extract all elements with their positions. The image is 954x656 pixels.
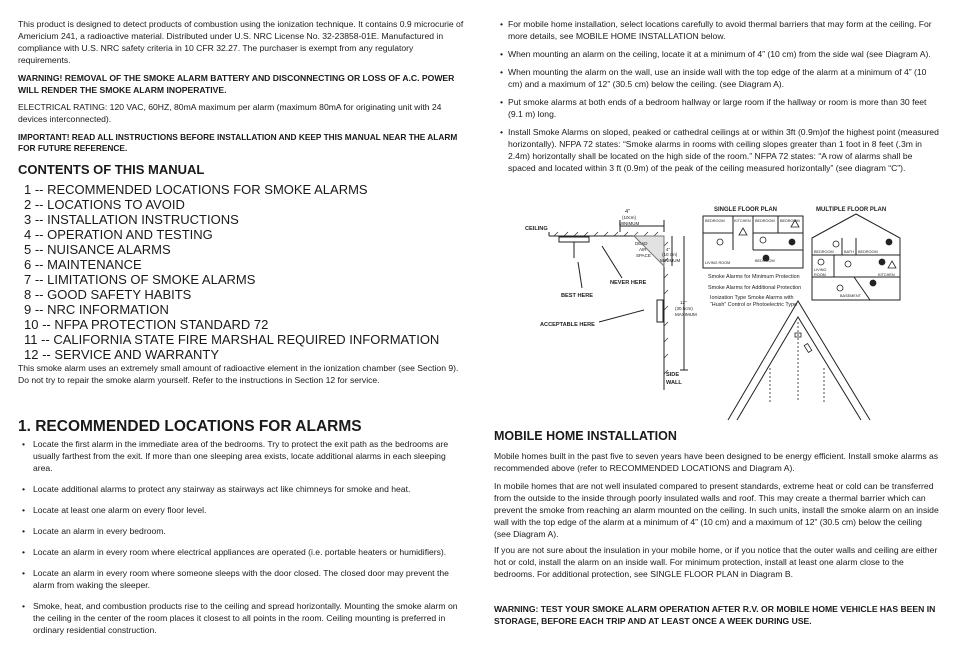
list-item: • Locate an alarm in every bedroom. [18,525,466,537]
side-wall-label: SIDE [666,372,680,378]
table-of-contents [24,182,439,362]
diagram-dim-label: 12” [680,300,687,305]
toc-item: 2 -- LOCATIONS TO AVOID [24,197,185,212]
left-column [18,0,466,656]
multiple-floor-plan-title: MULTIPLE FLOOR PLAN [816,207,887,213]
toc-item: 6 -- MAINTENANCE [24,257,142,272]
diagram-dim-label: 4” [625,209,630,215]
radioactive-note: This smoke alarm uses an extremely small amount of radioactive element in the ionization chamber (see Section 9). Do not try to repair the smoke alarm yourself. Refer to the instructions in Section 12 for service. [18,363,459,385]
diagram-dim-label: MINIMUM [660,258,681,263]
list-item: • When mounting an alarm on the ceiling, locate it at a minimum of 4” (10 cm) from the side wal (see Diagram A). [494,48,942,60]
multiple-floor-plan [812,214,900,300]
mobile-paragraph-2: In mobile homes that are not well insulated compared to present standards, extreme heat or cold can be transferred from the outside to the inside through poorly insulated walls and roof. This may create a thermal barrier which can prevent the smoke from reaching an alarm mounted on the ceiling. In such units, install the smoke alarm on an inside wall with the top edge of the alarm at a minimum of 4” (10 cm) and a maximum of 12” (30.5 cm) below the ceiling (see Diagram A). [494,481,939,539]
toc-item: 4 -- OPERATION AND TESTING [24,227,213,242]
mobile-home-heading: MOBILE HOME INSTALLATION [494,429,677,443]
legend-text: Smoke Alarms for Additional Protection [708,285,802,291]
room-label: KITCHEN [734,219,751,223]
room-label: BATH [844,250,854,254]
acceptable-here-label: ACCEPTABLE HERE [540,322,595,328]
toc-item: 9 -- NRC INFORMATION [24,302,169,317]
list-item: • Put smoke alarms at both ends of a bedroom hallway or large room if the hallway or room is more than 30 feet (9.1 m) long. [494,96,942,120]
list-item: • Locate an alarm in every room where someone sleeps with the door closed. The closed door may prevent the alarm from waking the sleeper. [18,567,466,591]
room-label: BEDROOM [858,250,878,254]
right-column [494,0,940,656]
rv-warning: WARNING: TEST YOUR SMOKE ALARM OPERATION AFTER R.V. OR MOBILE HOME VEHICLE HAS BEEN IN STORAGE, BEFORE EACH TRIP AND AT LEAST ONCE A WEEK DURING USE. [494,604,936,626]
toc-item: 3 -- INSTALLATION INSTRUCTIONS [24,212,239,227]
diagram-dim-label: (30.5cm) [675,306,693,311]
side-wall-label: WALL [666,380,682,386]
diagram-ceiling-label: CEILING [525,226,548,232]
alarm-hush-marker [739,228,747,235]
toc-item: 1 -- RECOMMENDED LOCATIONS FOR SMOKE ALARMS [24,182,368,197]
intro-paragraph: This product is designed to detect products of combustion using the ionization technique. It contains 0.9 microcurie of Americium 241, a radioactive material. Distributed under U.S. NRC License No. 32-23858-01E. Manufactured in compliance with U.S. NRC safety criteria in 10 CFR 32.27. The purchaser is exempt from any regulatory requirements. [18,19,464,65]
electrical-rating: ELECTRICAL RATING: 120 VAC, 60HZ, 80mA maximum per alarm (maximum 80mA for originating unit with 24 devices interconnected). [18,102,442,124]
ceiling-alarm [559,237,589,242]
wall-alarm [657,300,663,322]
battery-warning: WARNING! REMOVAL OF THE SMOKE ALARM BATTERY AND DISCONNECTING OR LOSS OF A.C. POWER WILL RENDER THE SMOKE ALARM INOPERATIVE. [18,73,455,95]
legend-text: Ionization Type Smoke Alarms with [710,295,794,301]
list-item: • Smoke, heat, and combustion products rise to the ceiling and spread horizontally. Mounting the smoke alarm on the ceiling in the center of the room places it closest to all points in the room. Ceiling mounting is preferred in ordinary residential construction. [18,600,466,636]
diagram-dim-label: 4” [666,247,671,252]
toc-item: 7 -- LIMITATIONS OF SMOKE ALARMS [24,272,256,287]
contents-heading: CONTENTS OF THIS MANUAL [18,162,205,177]
dead-air-label: SPACE [636,253,651,258]
important-notice: IMPORTANT! READ ALL INSTRUCTIONS BEFORE INSTALLATION AND KEEP THIS MANUAL NEAR THE ALARM FOR FUTURE REFERENCE. [18,132,458,153]
room-label: ROOM [814,273,826,277]
best-here-label: BEST HERE [561,293,594,299]
never-here-label: NEVER HERE [610,280,647,286]
room-label: BEDROOM [814,250,834,254]
toc-item: 11 -- CALIFORNIA STATE FIRE MARSHAL REQUIRED INFORMATION [24,332,440,347]
room-label: BEDROOM [780,219,800,223]
toc-item: 12 -- SERVICE AND WARRANTY [24,347,220,362]
diagram-dim-label: (10cm) [622,215,637,220]
diagram-dim-label: (10 cm) [662,252,678,257]
single-floor-plan-title: SINGLE FLOOR PLAN [714,207,777,213]
list-item: • Install Smoke Alarms on sloped, peaked or cathedral ceilings at or within 3ft (0.9m)of the highest point (measured horizontally). NFPA 72 states: “Smoke alarms in rooms with ceiling slopes greater than 1 foot in 8 feet (.3m in 2.4m) horizontally shall be located on the high side of the room.” NFPA 72 states: “A row of alarms shall be spaced and located within 3 ft (0.9m) of the peak of the ceiling measured horizontally” (see diagram “C”). [494,126,942,174]
room-label: BEDROOM [705,219,725,223]
diagram-dim-label: MAXIMUM [675,312,697,317]
room-label: KITCHEN [878,273,895,277]
mobile-paragraph-3: If you are not sure about the insulation in your mobile home, or if you notice that the outer walls and ceiling are either hot or cold, install the alarm on an inside wall. For minimum protection, install at least one alarm close to the bedrooms. For additional protection, see SINGLE FLOOR PLAN in Diagram B. [494,545,938,579]
toc-item: 8 -- GOOD SAFETY HABITS [24,287,192,302]
alarm-minimum-marker [717,239,723,245]
list-item: • For mobile home installation, select locations carefully to avoid thermal barriers that may form at the ceiling. For more details, see MOBILE HOME INSTALLATION below. [494,18,942,42]
section-1-list [18,438,466,636]
mobile-paragraph-1: Mobile homes built in the past five to seven years have been designed to be energy efficient. Install smoke alarms as recommended above (refer to RECOMMENDED LOCATIONS and Diagram A). [494,451,939,473]
toc-item: 10 -- NFPA PROTECTION STANDARD 72 [24,317,269,332]
room-label: LIVING [814,268,827,272]
dead-air-label: DEAD [635,241,648,246]
peaked-ceiling-diagram [737,317,861,420]
legend-text: “Hush” Control or Photoelectric Type [710,302,798,308]
room-label: BEDROOM [755,259,775,263]
list-item: • When mounting the alarm on the wall, use an inside wall with the top edge of the alarm at a minimum of 4” (10 cm) and a maximum of 12” (30.5 cm) below the ceiling. (see Diagram A). [494,66,942,90]
toc-item: 5 -- NUISANCE ALARMS [24,242,171,257]
section-1-heading: 1. RECOMMENDED LOCATIONS FOR ALARMS [18,418,362,435]
list-item: • Locate at least one alarm on every floor level. [18,504,466,516]
dead-air-label: AIR [639,247,647,252]
room-label: LIVING ROOM [705,261,731,265]
room-label: BASEMENT [840,294,861,298]
room-label: BEDROOM [755,219,775,223]
installation-diagram [494,0,940,430]
list-item: • Locate the first alarm in the immediate area of the bedrooms. Try to protect the exit path as the bedrooms are usually farthest from the exit. If more than one sleeping area exists, locate additional alarms in each sleeping area. [18,438,466,474]
legend-text: Smoke Alarms for Minimum Protection [708,274,800,280]
list-item: • Locate an alarm in every room where electrical appliances are operated (i.e. portable heaters or humidifiers). [18,546,466,558]
diagram-dim-label: MINIMUM [619,221,640,226]
list-item: • Locate additional alarms to protect any stairway as stairways act like chimneys for smoke and heat. [18,483,466,495]
